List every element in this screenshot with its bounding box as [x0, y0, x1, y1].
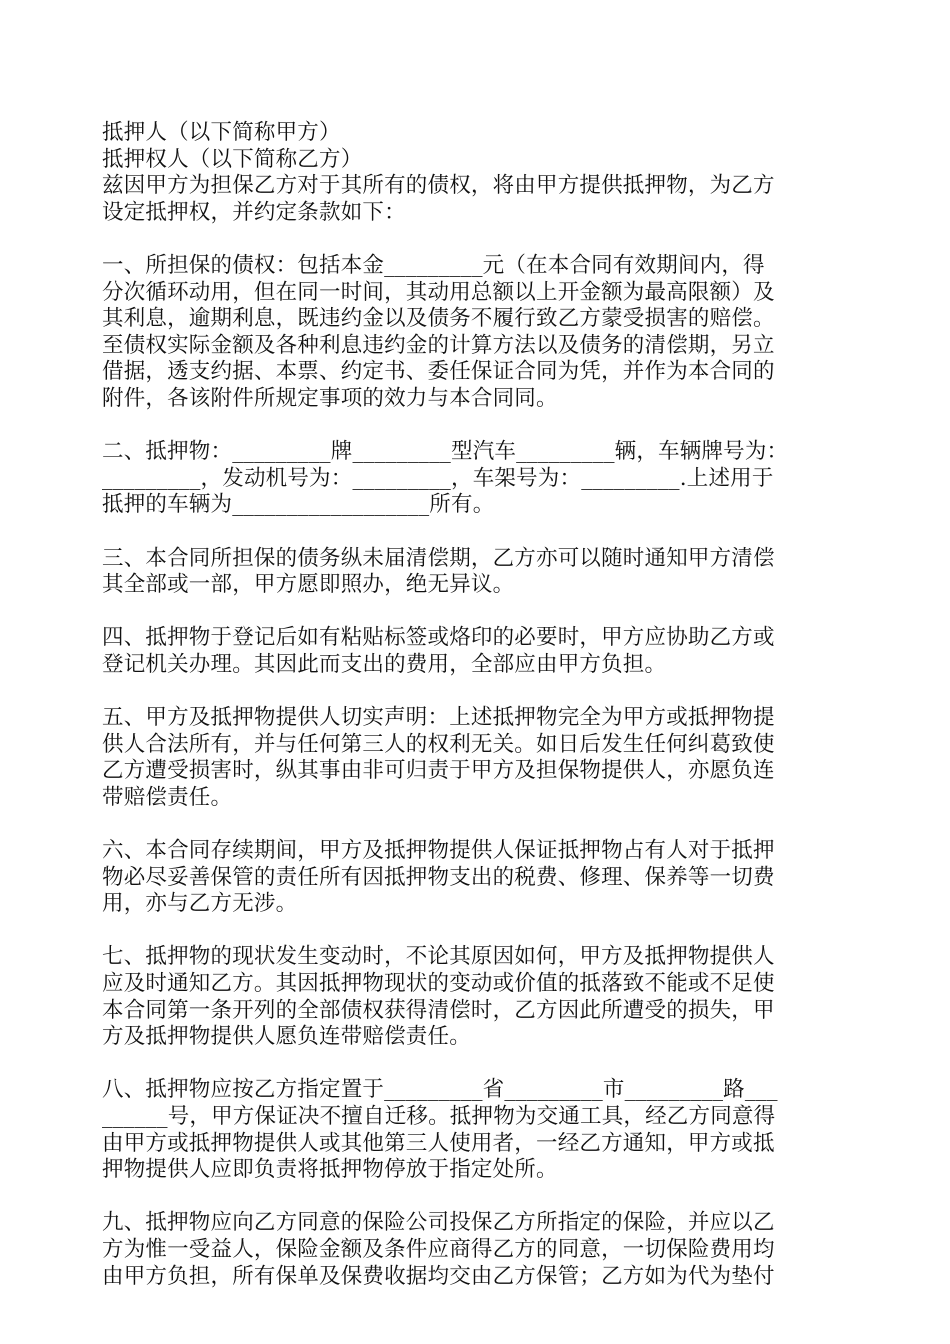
- paragraph-gap: [102, 599, 852, 626]
- text-line: ______号，甲方保证决不擅自迁移。抵押物为交通工具，经乙方同意得: [102, 1103, 776, 1129]
- text-line: 五、甲方及抵押物提供人切实声明：上述抵押物完全为甲方或抵押物提: [102, 705, 775, 731]
- clause-5: [102, 705, 852, 811]
- text-line: 应及时通知乙方。其因抵押物现状的变动或价值的抵落致不能或不足使: [102, 971, 775, 996]
- text-line: 六、本合同存续期间，甲方及抵押物提供人保证抵押物占有人对于抵押: [102, 838, 775, 864]
- text-line: 本合同第一条开列的全部债权获得清偿时，乙方因此所遭受的损失，甲: [102, 997, 775, 1023]
- text-line: 由甲方或抵押物提供人或其他第三人使用者，一经乙方通知，甲方或抵: [102, 1130, 775, 1156]
- paragraph-gap: [102, 1184, 852, 1211]
- text-line: 供人合法所有，并与任何第三人的权利无关。如日后发生任何纠葛致使: [102, 731, 775, 757]
- clause-3: [102, 546, 852, 599]
- text-line: 物必尽妥善保管的责任所有因抵押物支出的税费、修理、保养等一切费: [102, 864, 775, 890]
- clause-7: [102, 944, 852, 1050]
- paragraph-gap: [102, 918, 852, 945]
- paragraph-gap: [102, 1051, 852, 1078]
- text-line: _________，发动机号为：_________，车架号为：_________.上述用于: [102, 465, 774, 491]
- text-line: 二、抵押物：_________牌_________型汽车_________辆，车辆牌号为：: [102, 439, 789, 465]
- paragraph-gap: [102, 413, 852, 440]
- text-line: 八、抵押物应按乙方指定置于_________省_________市_________路___: [102, 1077, 778, 1103]
- text-line: 登记机关办理。其因此而支出的费用，全部应由甲方负担。: [102, 651, 667, 677]
- paragraph-gap: [102, 678, 852, 705]
- mortgagor-line: 抵押人（以下简称甲方）: [102, 120, 341, 145]
- text-line: 由甲方负担，所有保单及保费收据均交由乙方保管；乙方如为代为垫付: [102, 1263, 775, 1289]
- text-line: 抵押的车辆为__________________所有。: [102, 492, 495, 518]
- text-line: 九、抵押物应向乙方同意的保险公司投保乙方所指定的保险，并应以乙: [102, 1210, 775, 1236]
- text-line: 借据，透支约据、本票、约定书、委任保证合同为凭，并作为本合同的: [102, 359, 775, 385]
- paragraph-gap: [102, 811, 852, 838]
- text-line: 至债权实际金额及各种利息违约金的计算方法以及债务的清偿期，另立: [102, 332, 775, 358]
- text-line: 四、抵押物于登记后如有粘贴标签或烙印的必要时，甲方应协助乙方或: [102, 625, 775, 651]
- text-line: 设定抵押权，并约定条款如下：: [102, 199, 406, 225]
- text-line: 附件，各该附件所规定事项的效力与本合同同。: [102, 385, 558, 411]
- text-line: 乙方遭受损害时，纵其事由非可归责于甲方及担保物提供人，亦愿负连: [102, 758, 775, 784]
- clause-9: [102, 1210, 852, 1290]
- mortgagee-line: 抵押权人（以下简称乙方）: [102, 146, 363, 172]
- text-line: 方为惟一受益人，保险金额及条件应商得乙方的同意，一切保险费用均: [102, 1236, 775, 1262]
- text-line: 其全部或一部，甲方愿即照办，绝无异议。: [102, 572, 515, 598]
- contract-body: [102, 120, 852, 1290]
- text-line: 带赔偿责任。: [102, 784, 233, 810]
- intro-paragraph: [102, 173, 852, 226]
- paragraph-gap: [102, 226, 852, 253]
- text-line: 分次循环动用，但在同一时间，其动用总额以上开金额为最高限额）及: [102, 279, 775, 305]
- text-line: 方及抵押物提供人愿负连带赔偿责任。: [102, 1024, 471, 1050]
- text-line: 兹因甲方为担保乙方对于其所有的债权，将由甲方提供抵押物，为乙方: [102, 173, 775, 199]
- clause-6: [102, 838, 852, 918]
- clause-4: [102, 625, 852, 678]
- clause-1: [102, 253, 852, 413]
- text-line: 一、所担保的债权：包括本金_________元（在本合同有效期间内，得: [102, 252, 765, 278]
- clause-8: [102, 1077, 852, 1183]
- text-line: 其利息，逾期利息，既违约金以及债务不履行致乙方蒙受损害的赔偿。: [102, 306, 775, 332]
- text-line: 七、抵押物的现状发生变动时，不论其原因如何，甲方及抵押物提供人: [102, 944, 775, 970]
- text-line: 押物提供人应即负责将抵押物停放于指定处所。: [102, 1157, 558, 1183]
- clause-2: [102, 439, 852, 519]
- text-line: 用，亦与乙方无涉。: [102, 891, 298, 917]
- paragraph-gap: [102, 519, 852, 546]
- text-line: 三、本合同所担保的债务纵未届清偿期，乙方亦可以随时通知甲方清偿: [102, 545, 775, 571]
